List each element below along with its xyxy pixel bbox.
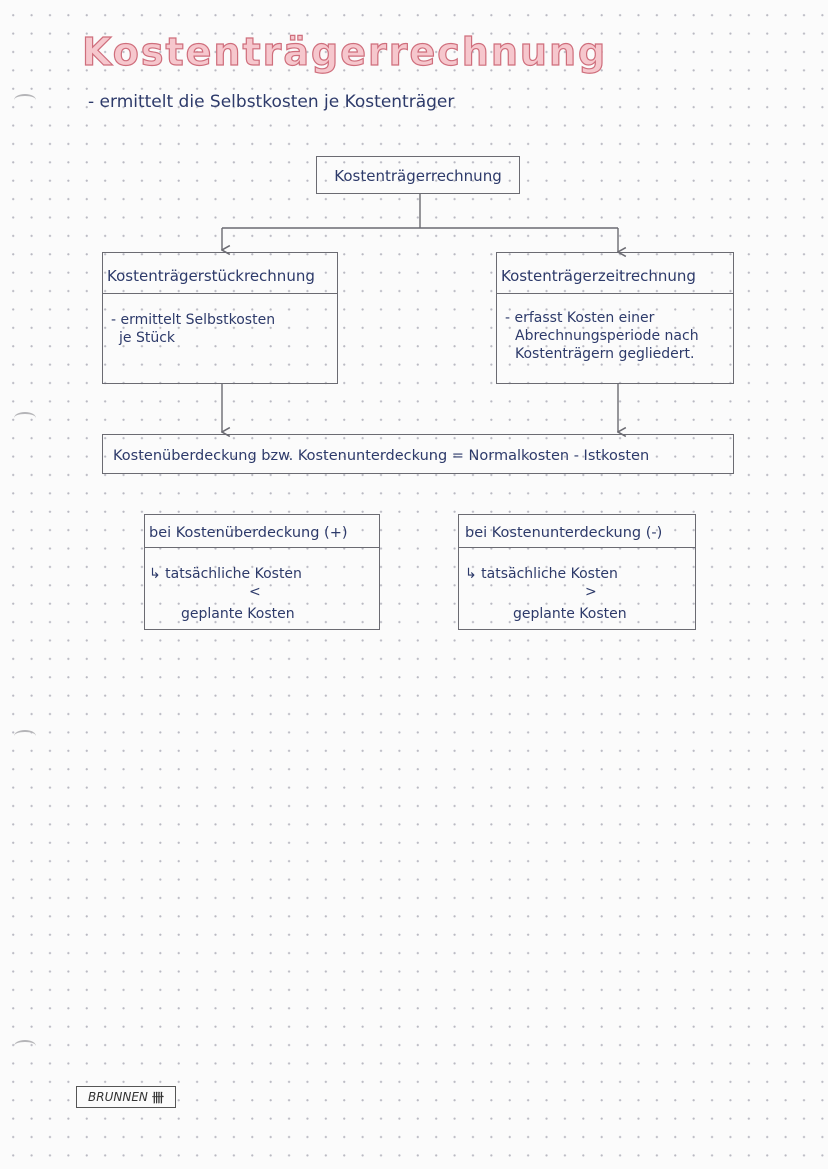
overcoverage-heading: bei Kostenüberdeckung (+) <box>149 525 348 541</box>
brand-mark-icon: 卌 <box>151 1090 164 1105</box>
overcoverage-line: ↳ tatsächliche Kosten <box>149 566 302 582</box>
undercoverage-box <box>458 514 696 630</box>
undercoverage-line: geplante Kosten <box>513 606 627 622</box>
left-box-underline <box>103 293 337 294</box>
brand-name: BRUNNEN <box>88 1090 148 1104</box>
formula-text: Kostenüberdeckung bzw. Kostenunterdeckung = Normalkosten - Istkosten <box>113 448 650 464</box>
left-box-line: je Stück <box>119 330 176 346</box>
overcoverage-box <box>144 514 380 630</box>
overcoverage-line: geplante Kosten <box>181 606 295 622</box>
page-title: Kostenträgerrechnung <box>82 30 608 74</box>
right-box-line: - erfasst Kosten einer <box>505 310 655 326</box>
undercoverage-comparator: > <box>585 584 597 600</box>
undercoverage-underline <box>459 547 695 548</box>
right-box-underline <box>497 293 733 294</box>
top-box-label: Kostenträgerrechnung <box>334 167 502 185</box>
undercoverage-line: ↳ tatsächliche Kosten <box>465 566 618 582</box>
brunnen-logo <box>76 1086 176 1108</box>
overcoverage-underline <box>145 547 379 548</box>
right-box-line: Kostenträgern gegliedert. <box>515 346 695 362</box>
left-box <box>102 252 338 384</box>
right-box-heading: Kostenträgerzeitrechnung <box>501 267 696 285</box>
undercoverage-heading: bei Kostenunterdeckung (-) <box>465 525 663 541</box>
right-box-line: Abrechnungsperiode nach <box>515 328 699 344</box>
top-box <box>316 156 520 194</box>
left-box-heading: Kostenträgerstückrechnung <box>107 267 315 285</box>
right-box <box>496 252 734 384</box>
left-box-line: - ermittelt Selbstkosten <box>111 312 276 328</box>
formula-box <box>102 434 734 474</box>
subtitle: - ermittelt die Selbstkosten je Kostenträger <box>88 92 455 112</box>
overcoverage-comparator: < <box>249 584 261 600</box>
